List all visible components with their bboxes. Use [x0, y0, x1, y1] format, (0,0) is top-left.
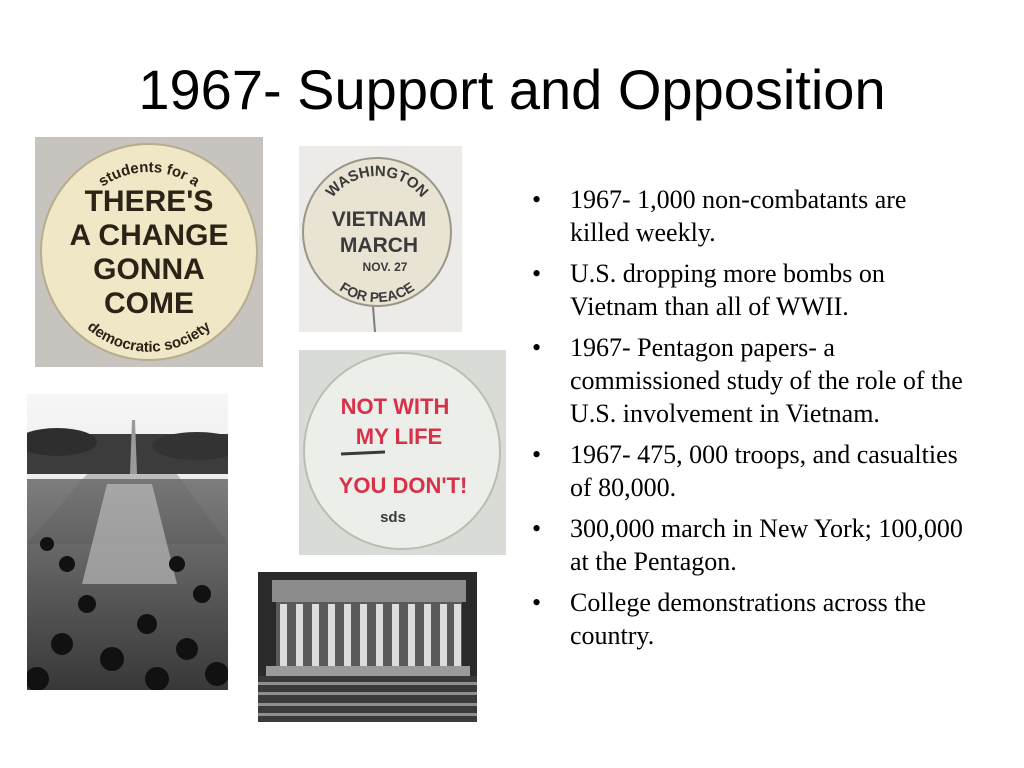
- bullet-item: • 1967- 1,000 non-combatants are killed weekly.: [532, 185, 907, 247]
- washington-arc-text: WASHINGTON: [322, 162, 432, 201]
- bullet-list: [530, 183, 970, 660]
- nwml-line-3: YOU DON'T!: [338, 473, 468, 498]
- bullet-text: U.S. dropping more bombs on Vietnam than all of WWII.: [570, 259, 885, 321]
- nwml-line-2: MY LIFE: [355, 424, 443, 449]
- not-with-my-life-button-image: [299, 350, 506, 555]
- sds-top-arc-text: students for a: [95, 158, 203, 191]
- bullet-text: 1967- Pentagon papers- a commissioned study of the role of the U.S. involvement in Vietnam.: [570, 333, 963, 428]
- nwml-org: sds: [380, 509, 406, 526]
- bullet-item: • 1967- Pentagon papers- a commissioned study of the role of the U.S. involvement in Vietnam.: [532, 333, 963, 428]
- sds-change-button-image: [35, 137, 263, 367]
- bullet-item: • U.S. dropping more bombs on Vietnam than all of WWII.: [532, 259, 885, 321]
- washington-monument-crowd-photo: [27, 394, 228, 690]
- washington-line-1: VIETNAM: [331, 208, 427, 231]
- washington-date: NOV. 27: [362, 260, 408, 274]
- bullet-item: • 300,000 march in New York; 100,000 at the Pentagon.: [532, 514, 963, 576]
- bullet-text: 1967- 475, 000 troops, and casualties of 80,000.: [570, 440, 958, 502]
- bullet-item: • 1967- 475, 000 troops, and casualties of 80,000.: [532, 440, 958, 502]
- nwml-line-1: NOT WITH: [340, 394, 450, 419]
- washington-march-button-image: [299, 146, 462, 332]
- lincoln-memorial-crowd-photo: [258, 572, 477, 722]
- sds-line-2: A CHANGE: [69, 219, 229, 252]
- sds-bottom-arc-text: democratic society: [84, 318, 214, 356]
- slide-title: 1967- Support and Opposition: [138, 58, 886, 121]
- washington-bottom-arc-text: FOR PEACE: [337, 278, 417, 306]
- washington-line-2: MARCH: [339, 234, 419, 257]
- bullet-text: 300,000 march in New York; 100,000 at the Pentagon.: [570, 514, 963, 576]
- bullet-item: • College demonstrations across the country.: [532, 588, 926, 650]
- sds-line-1: THERE'S: [84, 185, 214, 218]
- sds-line-4: COME: [104, 287, 194, 320]
- bullet-text: College demonstrations across the country.: [570, 588, 926, 650]
- sds-line-3: GONNA: [93, 253, 205, 286]
- bullet-text: 1967- 1,000 non-combatants are killed weekly.: [570, 185, 907, 247]
